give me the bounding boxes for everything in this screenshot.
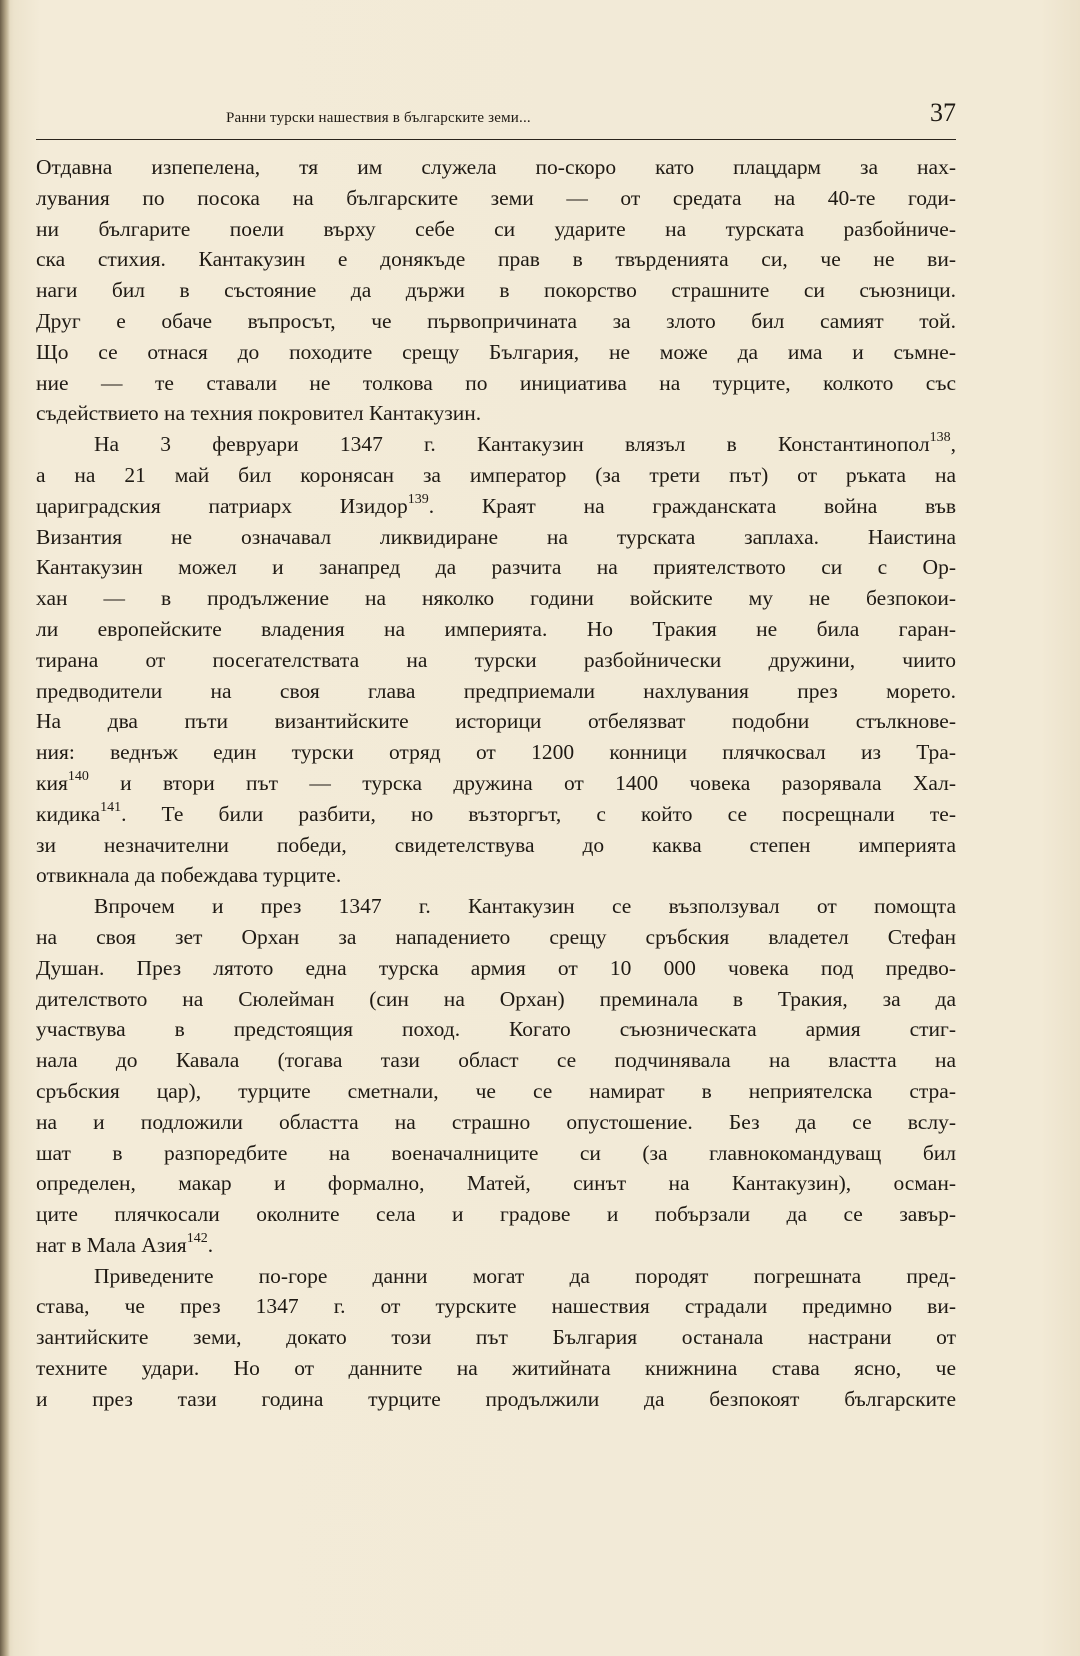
- text-line: ците плячкосали околните села и градове и побързали да се завър-: [36, 1202, 956, 1227]
- text-line: Отдавна изпепелена, тя им служела по-скоро като плацдарм за нах-: [36, 155, 956, 179]
- header-rule: [36, 139, 956, 140]
- text-line: участвува в предстоящия поход. Когато съюзническата армия стиг-: [36, 1017, 956, 1042]
- text-line: Византия не означавал ликвидиране на турската заплаха. Наистина: [36, 524, 956, 549]
- text-line: На два пъти византийските историци отбелязват подобни стълкнове-: [36, 709, 956, 734]
- text-line: на своя зет Орхан за нападението срещу сръбския владетел Стефан: [36, 924, 956, 949]
- text-line: [36, 768, 956, 799]
- text-run: нат в Мала Азия: [36, 1232, 187, 1257]
- page-header: [36, 98, 956, 138]
- footnote-ref-142[interactable]: 142: [186, 1230, 208, 1246]
- text-run: кия: [36, 770, 68, 795]
- footnote-ref-141[interactable]: 141: [100, 799, 122, 815]
- text-line: Приведените по-горе данни могат да породят погрешната пред-: [94, 1263, 956, 1288]
- text-run: кидика: [36, 801, 101, 826]
- text-line: Друг е обаче въпросът, че първопричината за злото бил самият той.: [36, 308, 956, 333]
- text-line: ние — те ставали не толкова по инициатива на турците, колкото със: [36, 370, 956, 395]
- text-line: [36, 1230, 956, 1261]
- text-line: на и подложили областта на страшно опустошение. Без да се вслу-: [36, 1109, 956, 1134]
- text-line: [36, 429, 956, 460]
- text-line: Душан. През лятото една турска армия от 10 000 човека под предво-: [36, 955, 956, 980]
- text-line: шат в разпоредбите на военачалниците си (за главнокомандуващ бил: [36, 1140, 956, 1165]
- text-line: сръбския цар), турците сметнали, че се намират в неприятелска стра-: [36, 1078, 956, 1103]
- text-line: ли европейските владения на империята. Но Тракия не била гаран-: [36, 616, 956, 641]
- text-run: . Краят на гражданската война във: [428, 493, 956, 518]
- text-line: предводители на своя глава предприемали нахлувания през морето.: [36, 678, 956, 703]
- footnote-ref-138[interactable]: 138: [929, 430, 951, 446]
- text-line: дителството на Сюлейман (син на Орхан) преминала в Тракия, за да: [36, 986, 956, 1011]
- text-line: наги бил в състояние да държи в покорство страшните си съюзници.: [36, 278, 956, 303]
- text-line: определен, макар и формално, Матей, синът на Кантакузин), осман-: [36, 1171, 956, 1196]
- book-spine-shadow: [0, 0, 10, 1656]
- text-line: ска стихия. Кантакузин е донякъде прав в твърденията си, че не ви-: [36, 247, 956, 272]
- punctuation: .: [207, 1232, 214, 1257]
- text-run: На 3 февруари 1347 г. Кантакузин влязъл в Константинопол: [94, 432, 930, 457]
- text-line: зи незначителни победи, свидетелствува до каква степен империята: [36, 832, 956, 857]
- text-line: зантийските земи, докато този път България останала настрани от: [36, 1325, 956, 1350]
- punctuation: ,: [950, 432, 956, 457]
- text-line: Що се отнася до походите срещу България, не може да има и съмне-: [36, 339, 956, 364]
- text-line: отвикнала да побеждава турците.: [36, 863, 342, 888]
- text-line: лувания по посока на българските земи — от средата на 40-те годи-: [36, 185, 956, 210]
- text-line: Кантакузин можел и занапред да разчита на приятелството си с Ор-: [36, 555, 956, 580]
- footnote-ref-140[interactable]: 140: [67, 768, 89, 784]
- running-title: Ранни турски нашествия в българските земи...: [226, 110, 531, 126]
- body-text: [36, 152, 956, 1642]
- text-line: хан — в продължение на няколко години войските му не безпокои-: [36, 586, 956, 611]
- text-line: съдействието на техния покровител Кантакузин.: [36, 401, 482, 426]
- text-line: [36, 799, 956, 830]
- text-line: ни българите поели върху себе си ударите на турската разбойниче-: [36, 216, 956, 241]
- text-line: и през тази година турците продължили да безпокоят българските: [36, 1386, 956, 1411]
- text-line: нала до Кавала (тогава тази област се подчинявала на властта на: [36, 1048, 956, 1073]
- paragraph-3: [36, 891, 956, 1261]
- text-run: . Те били разбити, но възторгът, с който се посрещнали те-: [121, 801, 956, 826]
- text-line: Впрочем и през 1347 г. Кантакузин се възползувал от помощта: [94, 894, 956, 919]
- text-run: цариградския патриарх Изидор: [36, 493, 408, 518]
- text-line: става, че през 1347 г. от турските нашествия страдали предимно ви-: [36, 1294, 956, 1319]
- text-line: тирана от посегателствата на турски разбойнически дружини, чиито: [36, 647, 956, 672]
- paragraph-1: [36, 152, 956, 429]
- text-line: а на 21 май бил коронясан за император (за трети път) от ръката на: [36, 462, 956, 487]
- page-number: 37: [930, 98, 956, 127]
- footnote-ref-139[interactable]: 139: [407, 491, 429, 507]
- paragraph-2: [36, 429, 956, 891]
- text-run: и втори път — турска дружина от 1400 човека разорявала Хал-: [88, 770, 956, 795]
- paragraph-4: [36, 1261, 956, 1415]
- text-line: [36, 491, 956, 522]
- text-line: ния: веднъж един турски отряд от 1200 конници плячкосвал из Тра-: [36, 740, 956, 765]
- text-line: техните удари. Но от данните на житийната книжнина става ясно, че: [36, 1356, 956, 1381]
